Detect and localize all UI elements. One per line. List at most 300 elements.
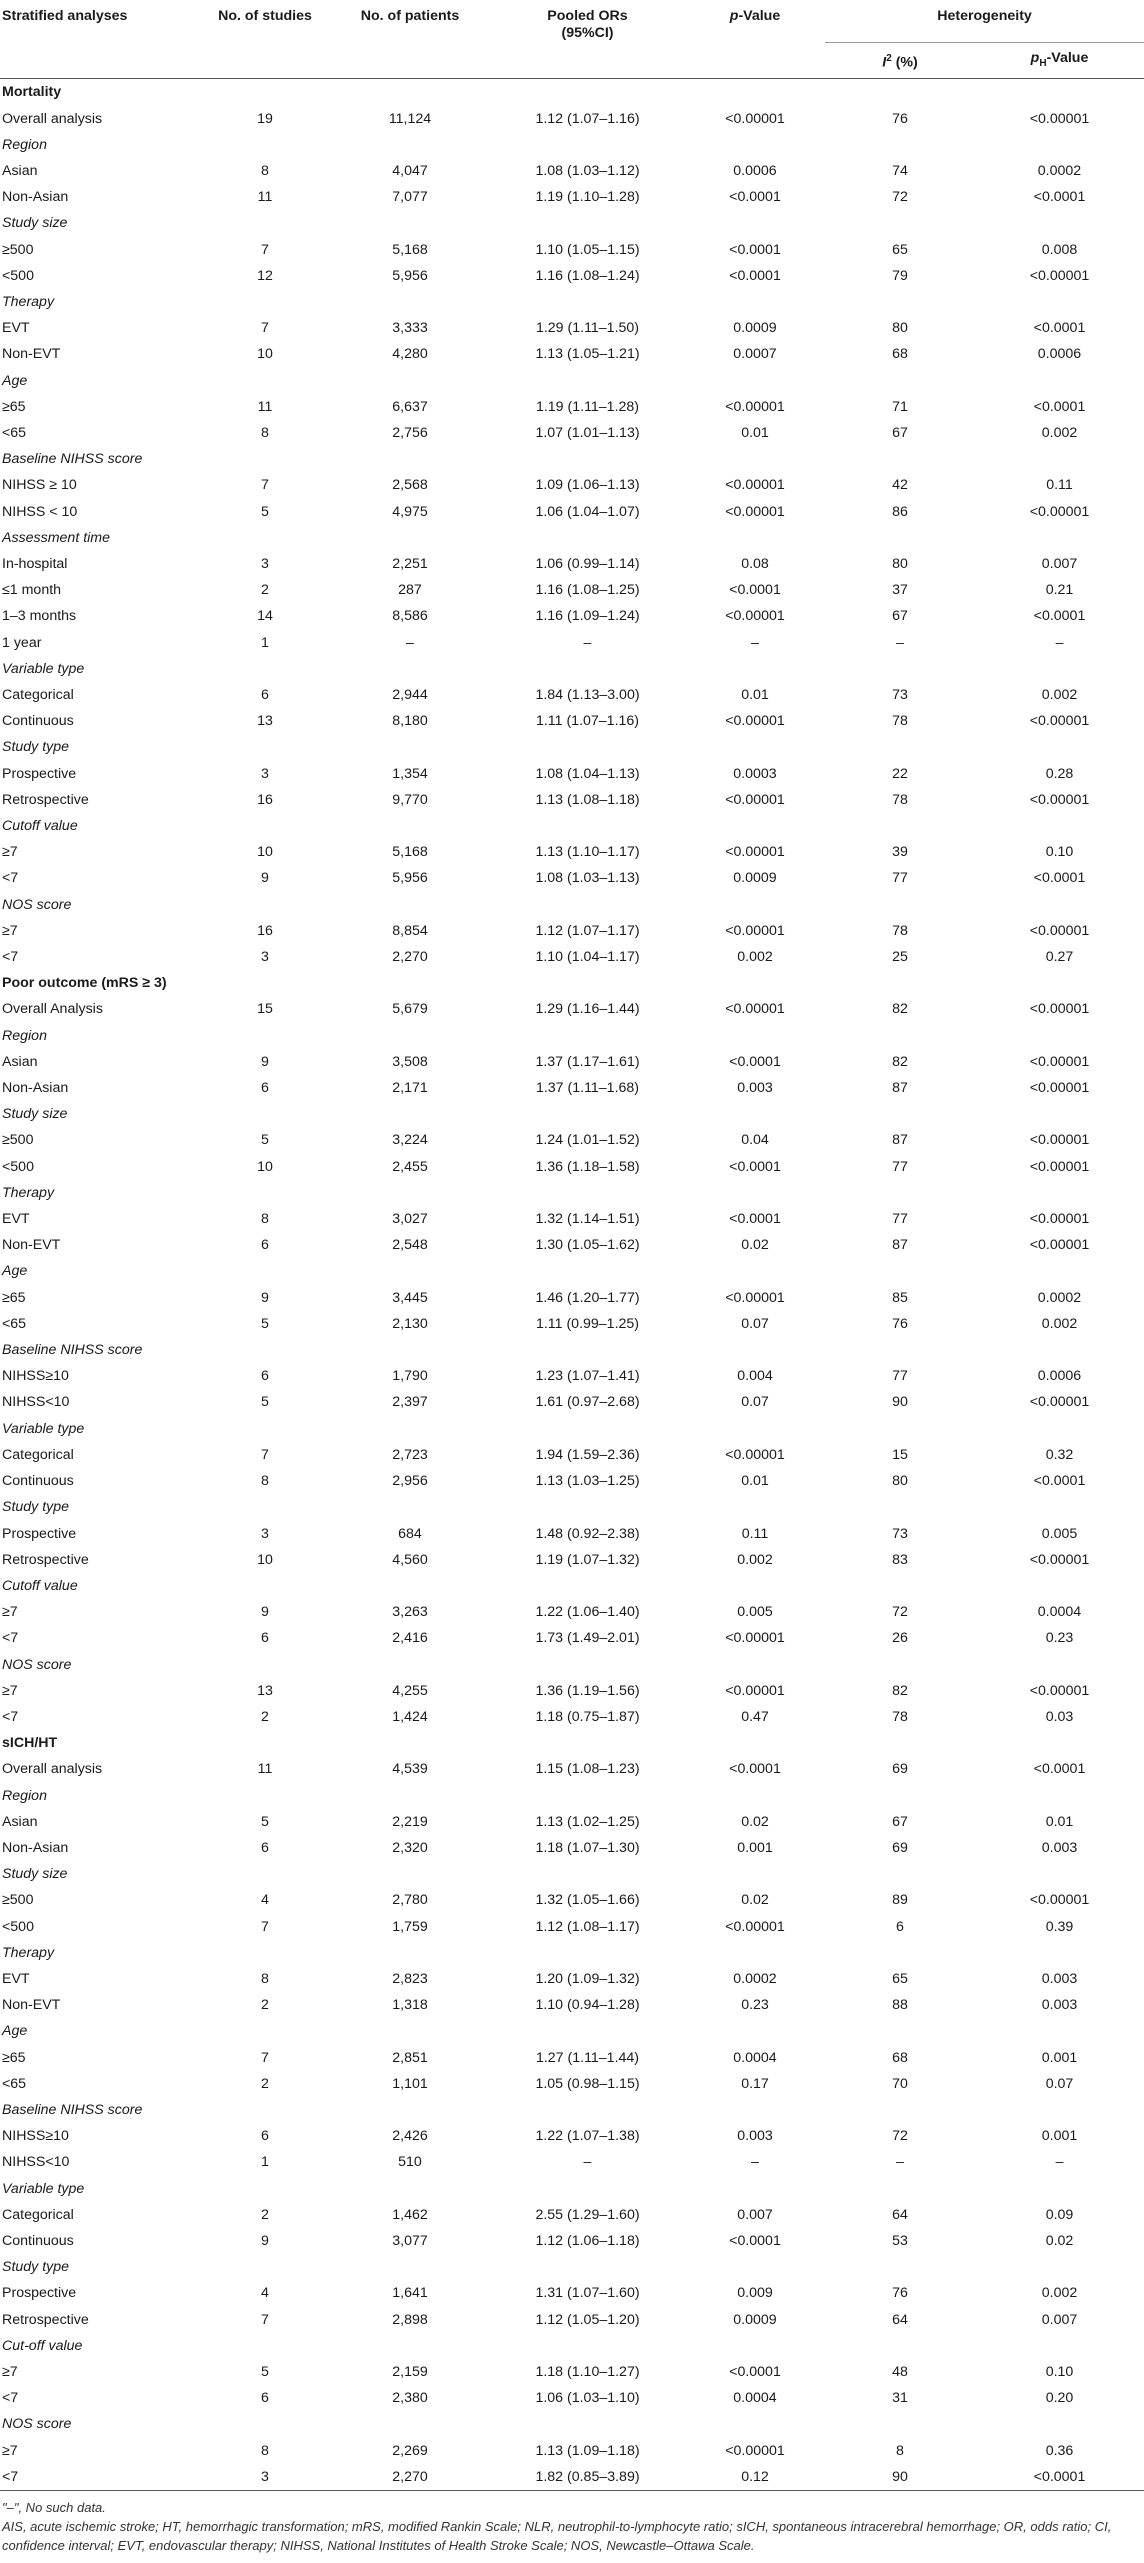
- table-row: [0, 2438, 1144, 2464]
- cell-patients: 1,424: [392, 1708, 428, 1725]
- cell-i2: 90: [892, 2468, 908, 2485]
- cell-pvalue: <0.00001: [725, 1682, 785, 1699]
- cell-studies: 7: [261, 2049, 269, 2066]
- table-row: [0, 1311, 1144, 1337]
- subgroup-heading-row: [0, 2254, 1144, 2280]
- cell-label: Retrospective: [2, 2311, 89, 2328]
- subgroup-title: Therapy: [2, 1184, 55, 1201]
- cell-i2: 82: [892, 1001, 908, 1018]
- cell-pvalue: 0.0002: [733, 1970, 777, 1987]
- subgroup-title: Baseline NIHSS score: [2, 451, 143, 468]
- cell-ph: 0.02: [1045, 2232, 1074, 2249]
- cell-label: NIHSS<10: [2, 2154, 70, 2171]
- cell-i2: 71: [892, 398, 908, 415]
- cell-patients: 2,320: [392, 1839, 428, 1856]
- cell-ph: 0.005: [1041, 1525, 1078, 1542]
- cell-studies: 16: [257, 922, 273, 939]
- cell-ph: –: [1055, 634, 1064, 651]
- cell-patients: 3,445: [392, 1289, 428, 1306]
- cell-studies: 8: [261, 2442, 269, 2459]
- cell-pooled-or: –: [583, 2154, 592, 2171]
- cell-label: Continuous: [2, 1473, 74, 1490]
- table-row: [0, 237, 1144, 263]
- cell-studies: 2: [261, 2206, 269, 2223]
- cell-pvalue: 0.02: [741, 1892, 769, 1909]
- cell-i2: 78: [892, 791, 908, 808]
- header-ph: $p_H$-Value: [1030, 49, 1089, 69]
- table-row: [0, 263, 1144, 289]
- cell-label: Prospective: [2, 1525, 77, 1542]
- cell-patients: 1,790: [392, 1368, 428, 1385]
- header-studies: No. of studies: [218, 8, 312, 24]
- cell-ph: 0.36: [1045, 2442, 1074, 2459]
- cell-studies: 12: [257, 267, 273, 284]
- cell-i2: 64: [892, 2311, 908, 2328]
- cell-pooled-or: 1.73 (1.49–2.01): [535, 1630, 640, 1647]
- cell-pooled-or: 1.06 (1.03–1.10): [535, 2390, 640, 2407]
- cell-patients: 2,568: [392, 477, 428, 494]
- cell-label: Non-Asian: [2, 189, 69, 206]
- cell-studies: 8: [261, 1473, 269, 1490]
- cell-ph: 0.28: [1045, 765, 1074, 782]
- table-row: [0, 472, 1144, 498]
- cell-ph: <0.00001: [1029, 791, 1090, 808]
- cell-studies: 6: [261, 2128, 269, 2145]
- section-header-row: [0, 79, 1144, 106]
- subgroup-heading-row: [0, 210, 1144, 236]
- table-row: [0, 1678, 1144, 1704]
- subgroup-title: Region: [2, 1027, 47, 1044]
- table-row: [0, 1154, 1144, 1180]
- cell-patients: 2,426: [392, 2128, 428, 2145]
- cell-pooled-or: 1.37 (1.11–1.68): [535, 1080, 640, 1097]
- cell-studies: 6: [261, 1839, 269, 1856]
- subgroup-title: Baseline NIHSS score: [2, 2101, 143, 2118]
- cell-ph: <0.00001: [1029, 1080, 1090, 1097]
- table-row: [0, 2045, 1144, 2071]
- cell-ph: <0.00001: [1029, 1132, 1090, 1149]
- cell-label: <7: [2, 1708, 19, 1725]
- subgroup-title: Age: [2, 2023, 28, 2040]
- cell-patients: 2,898: [392, 2311, 428, 2328]
- cell-studies: 10: [257, 1158, 273, 1175]
- header-heterogeneity: Heterogeneity: [825, 0, 1144, 42]
- cell-i2: 26: [892, 1630, 908, 1647]
- subgroup-title: NOS score: [2, 896, 72, 913]
- cell-pvalue: –: [751, 634, 759, 651]
- cell-pvalue: 0.01: [741, 424, 769, 441]
- subgroup-title: Region: [2, 136, 47, 153]
- cell-i2: 77: [892, 1158, 908, 1175]
- cell-pooled-or: 1.20 (1.09–1.32): [535, 1970, 640, 1987]
- cell-label: ≥7: [2, 2442, 18, 2459]
- cell-pvalue: 0.02: [741, 1813, 769, 1830]
- section-title: Poor outcome (mRS ≥ 3): [2, 975, 167, 992]
- table-row: [0, 630, 1144, 656]
- cell-i2: 42: [892, 477, 908, 494]
- subgroup-title: Variable type: [2, 1420, 85, 1437]
- cell-i2: 65: [892, 1970, 908, 1987]
- cell-studies: 4: [261, 1892, 269, 1909]
- cell-label: <65: [2, 424, 27, 441]
- cell-pvalue: 0.01: [741, 1473, 769, 1490]
- cell-studies: 6: [261, 687, 269, 703]
- table-row: [0, 2385, 1144, 2411]
- header-i2: $I^2$ (%): [882, 52, 918, 71]
- cell-i2: 69: [892, 1839, 908, 1856]
- cell-studies: 1: [261, 634, 269, 651]
- cell-studies: 1: [261, 2154, 269, 2171]
- cell-label: ≥7: [2, 1682, 18, 1699]
- cell-pooled-or: 1.36 (1.18–1.58): [535, 1158, 640, 1175]
- cell-ph: <0.0001: [1033, 870, 1086, 887]
- cell-studies: 5: [261, 1132, 269, 1149]
- cell-i2: 39: [892, 844, 908, 861]
- cell-i2: 70: [892, 2075, 908, 2092]
- cell-pvalue: <0.0001: [729, 582, 781, 599]
- cell-patients: 2,780: [392, 1892, 428, 1909]
- cell-studies: 3: [261, 1525, 269, 1542]
- cell-i2: 89: [892, 1892, 908, 1909]
- cell-patients: 2,251: [392, 555, 428, 572]
- cell-patients: 2,159: [392, 2364, 428, 2380]
- cell-pooled-or: 1.22 (1.06–1.40): [535, 1604, 640, 1621]
- cell-pooled-or: 1.24 (1.01–1.52): [535, 1132, 640, 1149]
- cell-pvalue: 0.005: [737, 1604, 773, 1621]
- cell-label: NIHSS≥10: [2, 1368, 69, 1385]
- cell-ph: 0.002: [1041, 1315, 1078, 1332]
- cell-patients: 5,956: [392, 267, 428, 284]
- cell-patients: 684: [398, 1525, 422, 1542]
- header-pooled-label: Pooled ORs: [547, 8, 628, 24]
- cell-pvalue: <0.0001: [729, 241, 781, 258]
- cell-pooled-or: 1.94 (1.59–2.36): [535, 1446, 640, 1463]
- cell-pooled-or: 1.48 (0.92–2.38): [535, 1525, 640, 1542]
- cell-studies: 7: [261, 241, 269, 258]
- table-row: [0, 2359, 1144, 2385]
- cell-studies: 6: [261, 1368, 269, 1385]
- cell-i2: 53: [892, 2232, 908, 2249]
- cell-patients: 4,047: [392, 162, 428, 179]
- table-row: [0, 341, 1144, 367]
- cell-ph: 0.003: [1041, 1839, 1078, 1856]
- cell-studies: 19: [257, 110, 273, 127]
- cell-patients: 2,171: [392, 1080, 428, 1097]
- cell-i2: 83: [892, 1551, 908, 1568]
- cell-patients: 1,641: [392, 2285, 428, 2302]
- cell-pooled-or: 1.12 (1.05–1.20): [535, 2311, 640, 2328]
- cell-patients: 8,180: [392, 713, 428, 730]
- cell-pooled-or: 1.29 (1.16–1.44): [535, 1001, 640, 1018]
- cell-i2: –: [896, 2154, 904, 2171]
- table-row: [0, 1547, 1144, 1573]
- cell-patients: 2,723: [392, 1446, 428, 1463]
- cell-label: <65: [2, 2075, 27, 2092]
- cell-label: EVT: [2, 1970, 30, 1987]
- cell-pooled-or: 1.19 (1.11–1.28): [535, 398, 640, 415]
- cell-label: ≥7: [2, 1604, 18, 1621]
- cell-studies: 13: [257, 1682, 273, 1699]
- subgroup-heading-row: [0, 656, 1144, 682]
- cell-i2: 77: [892, 1368, 908, 1385]
- cell-pooled-or: 1.61 (0.97–2.68): [535, 1394, 640, 1411]
- cell-patients: 2,851: [392, 2049, 428, 2066]
- cell-pooled-or: 1.36 (1.19–1.56): [535, 1682, 640, 1699]
- cell-studies: 10: [257, 844, 273, 861]
- cell-label: Categorical: [2, 1446, 74, 1463]
- table-row: [0, 2123, 1144, 2149]
- cell-pvalue: 0.0009: [733, 870, 777, 887]
- cell-label: Overall analysis: [2, 1761, 103, 1778]
- subgroup-heading-row: [0, 1652, 1144, 1678]
- cell-studies: 11: [257, 1761, 273, 1778]
- cell-ph: <0.00001: [1029, 1211, 1090, 1228]
- cell-label: ≥7: [2, 844, 18, 861]
- cell-ph: 0.002: [1041, 687, 1078, 703]
- cell-patients: 3,333: [392, 320, 428, 337]
- subgroup-heading-row: [0, 1494, 1144, 1520]
- cell-label: Retrospective: [2, 1551, 89, 1568]
- cell-studies: 16: [257, 791, 273, 808]
- subgroup-title: Age: [2, 372, 28, 389]
- subgroup-heading-row: [0, 525, 1144, 551]
- cell-studies: 9: [261, 1053, 269, 1070]
- subgroup-heading-row: [0, 1861, 1144, 1887]
- cell-patients: 2,270: [392, 949, 428, 966]
- table-row: [0, 2307, 1144, 2333]
- cell-i2: 78: [892, 713, 908, 730]
- cell-ph: 0.001: [1041, 2049, 1078, 2066]
- cell-pvalue: <0.00001: [725, 1446, 785, 1463]
- cell-i2: 77: [892, 1211, 908, 1228]
- cell-ph: <0.0001: [1033, 320, 1086, 337]
- cell-pvalue: 0.003: [737, 2128, 773, 2145]
- subgroup-title: Variable type: [2, 660, 85, 677]
- subgroup-title: Study size: [2, 1106, 68, 1123]
- cell-patients: –: [406, 634, 414, 651]
- cell-pvalue: 0.003: [737, 1080, 773, 1097]
- cell-i2: 74: [892, 162, 908, 179]
- cell-ph: 0.001: [1041, 2128, 1078, 2145]
- cell-label: 1–3 months: [2, 608, 77, 625]
- subgroup-title: Assessment time: [2, 529, 111, 546]
- cell-patients: 8,854: [392, 922, 428, 939]
- cell-ph: <0.00001: [1029, 267, 1090, 284]
- cell-ph: <0.00001: [1029, 503, 1090, 520]
- table-row: [0, 1389, 1144, 1415]
- cell-i2: 78: [892, 922, 908, 939]
- cell-studies: 7: [261, 2311, 269, 2328]
- cell-pooled-or: 1.16 (1.09–1.24): [535, 608, 640, 625]
- cell-ph: <0.00001: [1029, 713, 1090, 730]
- cell-pooled-or: 1.07 (1.01–1.13): [535, 424, 640, 441]
- cell-ph: 0.07: [1045, 2075, 1074, 2092]
- subgroup-heading-row: [0, 1337, 1144, 1363]
- cell-pooled-or: 1.16 (1.08–1.25): [535, 582, 640, 599]
- cell-label: <7: [2, 870, 19, 887]
- cell-i2: 15: [892, 1446, 908, 1463]
- cell-studies: 8: [261, 1970, 269, 1987]
- cell-patients: 1,462: [392, 2206, 428, 2223]
- cell-pooled-or: 1.19 (1.07–1.32): [535, 1551, 640, 1568]
- subgroup-heading-row: [0, 446, 1144, 472]
- cell-pvalue: <0.00001: [725, 1630, 785, 1647]
- cell-label: Asian: [2, 1053, 38, 1070]
- table-row: [0, 865, 1144, 891]
- cell-label: Non-Asian: [2, 1080, 69, 1097]
- cell-i2: 31: [892, 2390, 908, 2407]
- subgroup-heading-row: [0, 1573, 1144, 1599]
- cell-label: Prospective: [2, 2285, 77, 2302]
- cell-i2: 25: [892, 949, 908, 966]
- cell-i2: 77: [892, 870, 908, 887]
- cell-i2: 65: [892, 241, 908, 258]
- cell-label: Non-EVT: [2, 1997, 61, 2014]
- cell-pooled-or: 1.13 (1.09–1.18): [535, 2442, 640, 2459]
- cell-pooled-or: 1.08 (1.03–1.12): [535, 162, 640, 179]
- cell-pvalue: <0.00001: [725, 922, 785, 939]
- cell-studies: 3: [261, 949, 269, 966]
- cell-i2: 67: [892, 608, 908, 625]
- cell-patients: 3,263: [392, 1604, 428, 1621]
- cell-ph: 0.007: [1041, 555, 1078, 572]
- cell-pvalue: <0.00001: [725, 1918, 785, 1935]
- cell-ph: 0.11: [1046, 477, 1073, 494]
- cell-i2: 85: [892, 1289, 908, 1306]
- cell-i2: 87: [892, 1080, 908, 1097]
- cell-studies: 11: [257, 189, 273, 206]
- cell-ph: 0.003: [1041, 1997, 1078, 2014]
- cell-i2: 86: [892, 503, 908, 520]
- cell-pvalue: 0.0009: [733, 2311, 777, 2328]
- cell-ph: 0.008: [1041, 241, 1078, 258]
- cell-pvalue: <0.0001: [729, 2364, 781, 2380]
- subgroup-title: Therapy: [2, 1944, 55, 1961]
- cell-patients: 2,130: [392, 1315, 428, 1332]
- cell-pvalue: 0.07: [741, 1315, 769, 1332]
- table-row: [0, 839, 1144, 865]
- cell-studies: 2: [261, 1708, 269, 1725]
- cell-i2: 90: [892, 1394, 908, 1411]
- cell-studies: 7: [261, 1918, 269, 1935]
- cell-i2: 72: [892, 2128, 908, 2145]
- cell-pooled-or: 1.09 (1.06–1.13): [535, 477, 640, 494]
- cell-patients: 4,280: [392, 346, 428, 363]
- cell-label: Overall Analysis: [2, 1001, 103, 1018]
- subgroup-heading-row: [0, 1258, 1144, 1284]
- cell-pvalue: 0.0004: [733, 2049, 777, 2066]
- cell-studies: 5: [261, 503, 269, 520]
- subgroup-heading-row: [0, 813, 1144, 839]
- subgroup-heading-row: [0, 734, 1144, 760]
- cell-pooled-or: 1.46 (1.20–1.77): [535, 1289, 640, 1306]
- cell-pvalue: 0.02: [741, 1237, 769, 1254]
- cell-pooled-or: 1.32 (1.14–1.51): [535, 1211, 640, 1228]
- table-row: [0, 184, 1144, 210]
- cell-pvalue: <0.00001: [725, 713, 785, 730]
- cell-studies: 3: [261, 2468, 269, 2485]
- cell-pvalue: <0.0001: [729, 1053, 781, 1070]
- cell-pvalue: 0.0009: [733, 320, 777, 337]
- table-row: [0, 2228, 1144, 2254]
- cell-label: <7: [2, 2468, 19, 2485]
- cell-studies: 14: [257, 608, 273, 625]
- cell-ph: 0.0002: [1037, 162, 1082, 179]
- cell-ph: <0.00001: [1029, 1001, 1090, 1018]
- cell-pvalue: <0.0001: [729, 1158, 781, 1175]
- cell-patients: 2,269: [392, 2442, 428, 2459]
- cell-pvalue: 0.001: [737, 1839, 773, 1856]
- cell-pvalue: <0.00001: [725, 791, 785, 808]
- cell-ph: <0.0001: [1033, 398, 1086, 415]
- cell-pvalue: <0.0001: [729, 1211, 781, 1228]
- subgroup-title: Study type: [2, 739, 70, 756]
- cell-pvalue: –: [751, 2154, 759, 2171]
- cell-pooled-or: 1.15 (1.08–1.23): [535, 1761, 640, 1778]
- cell-i2: 87: [892, 1237, 908, 1254]
- cell-studies: 15: [257, 1001, 273, 1018]
- cell-pooled-or: 1.13 (1.03–1.25): [535, 1473, 640, 1490]
- cell-ph: <0.00001: [1029, 1551, 1090, 1568]
- cell-ph: 0.01: [1045, 1813, 1074, 1830]
- cell-pooled-or: 1.22 (1.07–1.38): [535, 2128, 640, 2145]
- table-row: [0, 1835, 1144, 1861]
- cell-label: NIHSS < 10: [2, 503, 78, 520]
- cell-pooled-or: 1.16 (1.08–1.24): [535, 267, 640, 284]
- cell-ph: <0.0001: [1033, 1473, 1086, 1490]
- cell-pooled-or: 1.10 (1.05–1.15): [535, 241, 640, 258]
- table-row: [0, 944, 1144, 970]
- cell-pvalue: <0.0001: [729, 1761, 781, 1778]
- cell-ph: <0.00001: [1029, 1682, 1090, 1699]
- cell-patients: 3,224: [392, 1132, 428, 1149]
- cell-studies: 13: [257, 713, 273, 730]
- cell-label: ≥65: [2, 398, 26, 415]
- cell-studies: 5: [261, 1315, 269, 1332]
- cell-pvalue: 0.07: [741, 1394, 769, 1411]
- cell-pvalue: <0.00001: [725, 110, 785, 127]
- cell-studies: 10: [257, 346, 273, 363]
- cell-ph: <0.0001: [1033, 1761, 1086, 1778]
- subgroup-heading-row: [0, 1180, 1144, 1206]
- cell-studies: 8: [261, 162, 269, 179]
- cell-i2: 6: [896, 1918, 904, 1935]
- cell-i2: 80: [892, 320, 908, 337]
- cell-ph: <0.00001: [1029, 922, 1090, 939]
- cell-patients: 1,101: [392, 2075, 428, 2092]
- cell-label: Non-EVT: [2, 1237, 61, 1254]
- cell-pvalue: <0.00001: [725, 1001, 785, 1018]
- cell-label: <500: [2, 267, 34, 284]
- subgroup-heading-row: [0, 2333, 1144, 2359]
- table-row: [0, 315, 1144, 341]
- subgroup-title: Baseline NIHSS score: [2, 1342, 143, 1359]
- cell-patients: 2,956: [392, 1473, 428, 1490]
- cell-studies: 3: [261, 765, 269, 782]
- cell-label: Asian: [2, 1813, 38, 1830]
- cell-pooled-or: 1.13 (1.05–1.21): [535, 346, 640, 363]
- cell-i2: 68: [892, 346, 908, 363]
- table-body: [0, 79, 1144, 2491]
- cell-pooled-or: 1.27 (1.11–1.44): [535, 2049, 640, 2066]
- table-row: [0, 1704, 1144, 1730]
- cell-studies: 4: [261, 2285, 269, 2302]
- table-row: [0, 682, 1144, 708]
- cell-pvalue: 0.23: [741, 1997, 769, 2014]
- cell-i2: 72: [892, 189, 908, 206]
- cell-studies: 7: [261, 320, 269, 337]
- section-header-row: [0, 970, 1144, 996]
